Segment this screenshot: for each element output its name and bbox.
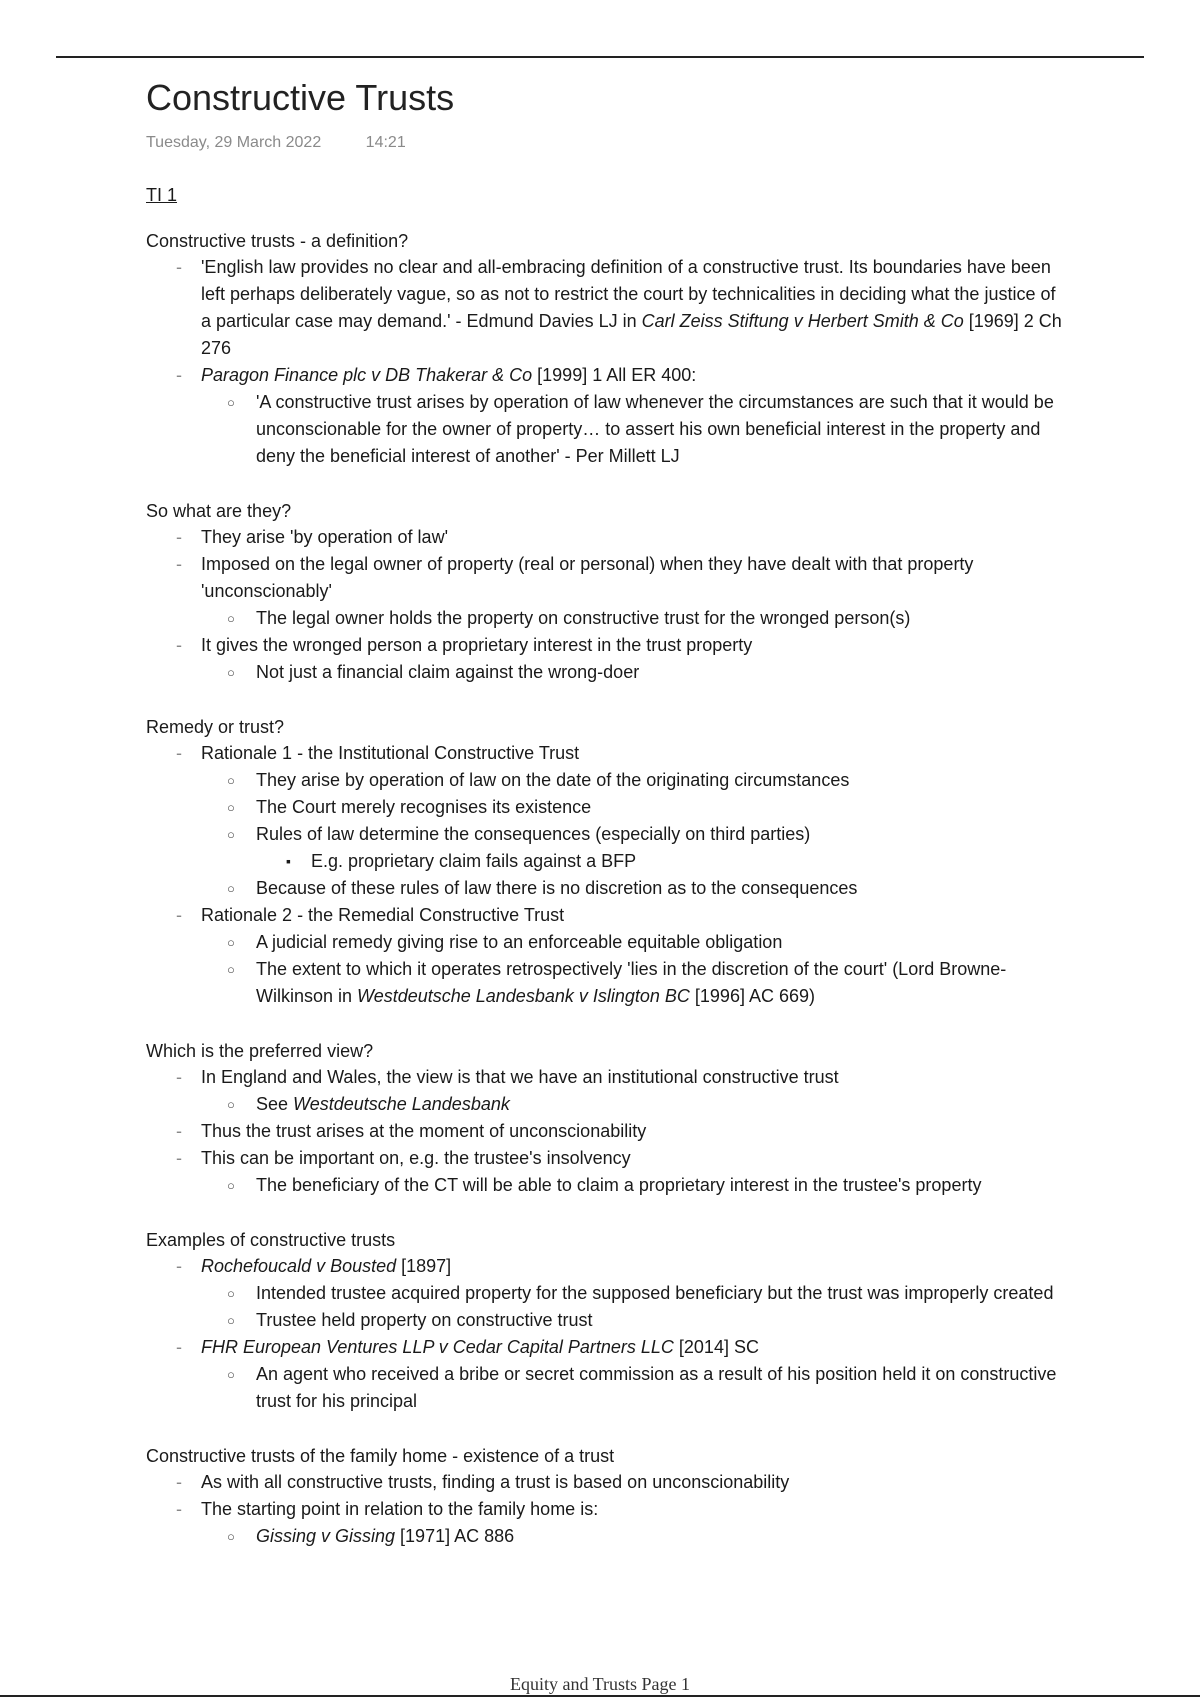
bullet-item (201, 875, 1066, 902)
bullet-list-level-2 (201, 605, 1066, 632)
bullet-item (146, 632, 1066, 686)
text-run: Trustee held property on constructive trust (256, 1310, 593, 1330)
text-run: Intended trustee acquired property for the supposed beneficiary but the trust was improperly created (256, 1283, 1054, 1303)
text-run: As with all constructive trusts, finding a trust is based on unconscionability (201, 1472, 790, 1492)
text-run: Rules of law determine the consequences (especially on third parties) (256, 824, 811, 844)
bullet-item (201, 1361, 1066, 1415)
text-run: The Court merely recognises its existence (256, 797, 592, 817)
case-citation: Westdeutsche Landesbank (293, 1094, 510, 1114)
case-citation: Gissing v Gissing (256, 1526, 396, 1546)
bullet-text (256, 767, 1066, 794)
note-section (146, 1038, 1066, 1199)
bullet-text (201, 1334, 1066, 1361)
bullet-list-level-1 (146, 254, 1066, 470)
bullet-text (256, 1307, 1066, 1334)
text-run: It gives the wronged person a proprietary interest in the trust property (201, 635, 753, 655)
bullet-text (256, 821, 1066, 848)
text-run: In England and Wales, the view is that we have an institutional constructive trust (201, 1067, 839, 1087)
bullet-text (201, 1253, 1066, 1280)
note-page (146, 74, 1066, 1550)
case-citation: Rochefoucald v Bousted (201, 1256, 397, 1276)
section-tag: TI 1 (146, 185, 178, 205)
bullet-item (201, 605, 1066, 632)
case-citation: FHR European Ventures LLP v Cedar Capital Partners LLC (201, 1337, 674, 1357)
note-body (146, 228, 1066, 1550)
case-citation: Westdeutsche Landesbank v Islington BC (357, 986, 690, 1006)
bullet-text (256, 875, 1066, 902)
bullet-item (256, 848, 1066, 875)
bullet-item (146, 1064, 1066, 1118)
bullet-item (201, 389, 1066, 470)
text-run: The extent to which it operates retrospectively 'lies in the discretion of the court' (Lord Browne-Wilkinson in (256, 959, 1007, 1006)
text-run: Rationale 1 - the Institutional Constructive Trust (201, 743, 580, 763)
bullet-item (146, 1145, 1066, 1199)
text-run: Not just a financial claim against the wrong-doer (256, 662, 640, 682)
text-run: See (256, 1094, 294, 1114)
bullet-list-level-3 (256, 848, 1066, 875)
bullet-list-level-1 (146, 740, 1066, 1010)
bullet-text (256, 659, 1066, 686)
bullet-item (146, 1334, 1066, 1415)
text-run: [1996] AC 669) (689, 986, 815, 1006)
bullet-list-level-1 (146, 1064, 1066, 1199)
bullet-text (201, 524, 1066, 551)
page-date: Tuesday, 29 March 2022 (146, 134, 322, 151)
bullet-item (146, 362, 1066, 470)
bullet-item (201, 1523, 1066, 1550)
bullet-list-level-2 (201, 659, 1066, 686)
note-section (146, 1227, 1066, 1415)
bullet-text (201, 551, 1066, 605)
bullet-item (201, 1280, 1066, 1307)
bullet-list-level-2 (201, 1523, 1066, 1550)
bullet-text (256, 956, 1066, 1010)
text-run: They arise by operation of law on the date of the originating circumstances (256, 770, 850, 790)
note-section (146, 1443, 1066, 1550)
bullet-item (201, 794, 1066, 821)
bullet-list-level-2 (201, 1280, 1066, 1334)
bullet-list-level-2 (201, 1361, 1066, 1415)
page-timestamp (146, 132, 1066, 154)
bullet-item (146, 1469, 1066, 1496)
section-heading: Constructive trusts of the family home - existence of a trust (146, 1446, 615, 1466)
bullet-text (311, 848, 1066, 875)
section-heading: Which is the preferred view? (146, 1041, 374, 1061)
bullet-item (201, 1307, 1066, 1334)
bullet-list-level-2 (201, 767, 1066, 902)
bullet-item (146, 551, 1066, 632)
bullet-list-level-2 (201, 1172, 1066, 1199)
bullet-item (146, 1253, 1066, 1334)
bullet-list-level-1 (146, 1469, 1066, 1550)
bullet-item (146, 254, 1066, 362)
bullet-item (201, 767, 1066, 794)
bullet-item (146, 902, 1066, 1010)
section-heading: Remedy or trust? (146, 717, 285, 737)
text-run: The beneficiary of the CT will be able to claim a proprietary interest in the trustee's property (256, 1175, 982, 1195)
text-run: [1999] 1 All ER 400: (532, 365, 697, 385)
bullet-text (256, 1361, 1066, 1415)
text-run: [1969] 2 Ch 276 (201, 311, 1062, 358)
bullet-list-level-1 (146, 524, 1066, 686)
section-heading: Constructive trusts - a definition? (146, 231, 409, 251)
bottom-rule (0, 1695, 1200, 1697)
bullet-list-level-2 (201, 1091, 1066, 1118)
section-heading: Examples of constructive trusts (146, 1230, 396, 1250)
bullet-text (201, 632, 1066, 659)
bullet-item (146, 524, 1066, 551)
note-section (146, 228, 1066, 470)
bullet-item (201, 1172, 1066, 1199)
section-heading: So what are they? (146, 501, 292, 521)
bullet-item (201, 956, 1066, 1010)
text-run: A judicial remedy giving rise to an enforceable equitable obligation (256, 932, 783, 952)
bullet-text (256, 389, 1066, 470)
bullet-text (256, 1523, 1066, 1550)
case-citation: Paragon Finance plc v DB Thakerar & Co (201, 365, 533, 385)
bullet-item (201, 821, 1066, 875)
text-run: 'English law provides no clear and all-embracing definition of a constructive trust. Its boundaries have been left perhaps deliberately vague, so as not to restrict the court by technicalities in deciding what the justice of a particular case may demand.' - Edmund Davies LJ in (201, 257, 1056, 331)
text-run: Imposed on the legal owner of property (real or personal) when they have dealt with that property 'unconscionably' (201, 554, 974, 601)
bullet-text (201, 1145, 1066, 1172)
note-section (146, 498, 1066, 686)
bullet-text (256, 1091, 1066, 1118)
text-run: [1971] AC 886 (395, 1526, 515, 1546)
bullet-item (146, 1118, 1066, 1145)
text-run: 'A constructive trust arises by operation of law whenever the circumstances are such that it would be unconscionable for the owner of property… to assert his own beneficial interest in the property and deny the beneficial interest of another' - Per Millett LJ (256, 392, 1054, 466)
text-run: E.g. proprietary claim fails against a BFP (311, 851, 637, 871)
text-run: They arise 'by operation of law' (201, 527, 448, 547)
bullet-text (201, 902, 1066, 929)
case-citation: Carl Zeiss Stiftung v Herbert Smith & Co (641, 311, 964, 331)
note-section (146, 714, 1066, 1010)
bullet-item (146, 740, 1066, 902)
text-run: Because of these rules of law there is no discretion as to the consequences (256, 878, 858, 898)
text-run: [2014] SC (673, 1337, 759, 1357)
bullet-item (201, 659, 1066, 686)
page-title: Constructive Trusts (146, 77, 455, 118)
text-run: The legal owner holds the property on constructive trust for the wronged person(s) (256, 608, 911, 628)
text-run: Thus the trust arises at the moment of unconscionability (201, 1121, 647, 1141)
bullet-item (146, 1496, 1066, 1550)
bullet-text (201, 740, 1066, 767)
bullet-text (256, 1172, 1066, 1199)
text-run: Rationale 2 - the Remedial Constructive Trust (201, 905, 565, 925)
bullet-text (201, 254, 1066, 362)
bullet-text (256, 1280, 1066, 1307)
text-run: This can be important on, e.g. the trustee's insolvency (201, 1148, 631, 1168)
bullet-list-level-2 (201, 929, 1066, 1010)
bullet-text (201, 1469, 1066, 1496)
text-run: [1897] (396, 1256, 452, 1276)
top-rule (56, 56, 1144, 58)
bullet-text (256, 605, 1066, 632)
bullet-text (201, 1496, 1066, 1523)
bullet-text (201, 1064, 1066, 1091)
page-time: 14:21 (365, 134, 406, 151)
bullet-text (201, 1118, 1066, 1145)
bullet-text (201, 362, 1066, 389)
text-run: An agent who received a bribe or secret commission as a result of his position held it on constructive trust for his principal (256, 1364, 1057, 1411)
bullet-text (256, 794, 1066, 821)
bullet-list-level-1 (146, 1253, 1066, 1415)
bullet-list-level-2 (201, 389, 1066, 470)
bullet-item (201, 929, 1066, 956)
bullet-text (256, 929, 1066, 956)
page-footer: Equity and Trusts Page 1 (509, 1674, 691, 1694)
bullet-item (201, 1091, 1066, 1118)
text-run: The starting point in relation to the family home is: (201, 1499, 599, 1519)
